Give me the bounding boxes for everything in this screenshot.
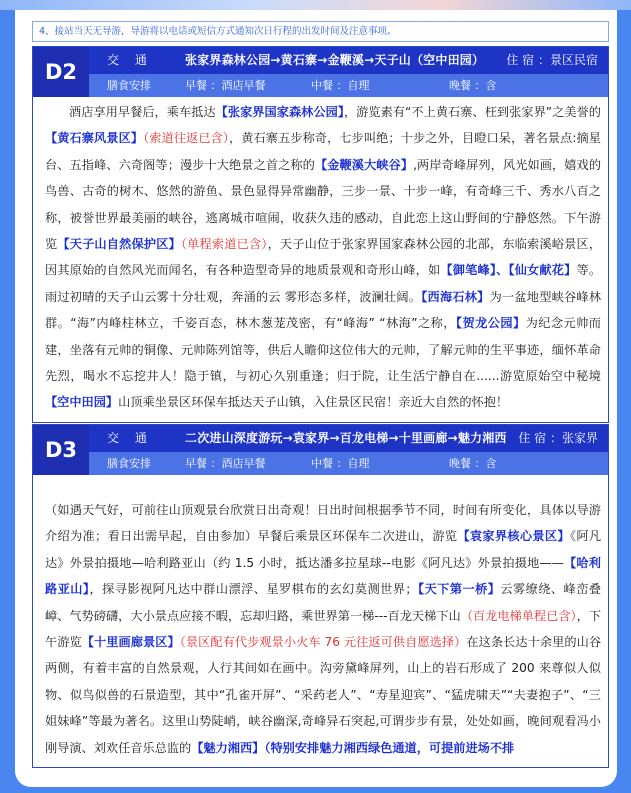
body-segment: ，天子山位于张家界国家森林公园的北部，东临索溪峪景区，因其原始的自然风光而闻名，有各种造型奇异的地质景观和奇形山峰，如: [45, 237, 602, 278]
lunch-text: 中餐 ：自理: [311, 79, 370, 92]
body-segment: ，探寻影视阿凡达中群山漂浮、星罗棋布的玄幻莫测世界；: [89, 582, 418, 597]
highlight-text: 【空中田园】: [45, 395, 119, 410]
route-text: 二次进山深度游玩→袁家界→百龙电梯→十里画廊→魅力湘西: [185, 431, 507, 445]
lunch-text: 中餐 ：自理: [311, 457, 370, 470]
day-section-d3: [32, 424, 609, 768]
stay-text: 住 宿 ：张家界: [518, 431, 598, 445]
meal-row: [89, 452, 608, 475]
body-segment: ,两岸奇峰屏列，风光如画，嬉戏的鸟兽、古奇的树木、悠然的游鱼、景色显得异常幽静，三步一景、十步一峰，有奇峰三千、秀水八百之称，被誉世界最美丽的峡谷，逃离城市喧闹，收获久违的感动，自此恋上这山野间的宁静悠然。下午游览: [45, 157, 602, 252]
highlight-text: 【御笔峰】、【仙女献花】: [440, 263, 577, 278]
highlight-text: （索道往返已含）: [143, 131, 230, 146]
highlight-text: 【天下第一桥】: [417, 582, 501, 597]
highlight-text: 【魅力湘西】（特别安排魅力湘西绿色通道，可提前进场不排: [191, 740, 515, 755]
highlight-text: 【西海石林】: [421, 289, 490, 304]
route-text: 张家界森林公园→黄石寨→金鞭溪→天子山（空中田园）: [185, 53, 485, 67]
notice-line: 4、接站当天无导游，导游将以电话或短信方式通知次日行程的出发时间及注意事项。: [32, 21, 609, 42]
transport-row: [89, 425, 608, 452]
transport-row: [89, 47, 608, 74]
body-segment: 为纪念元帅而建，坐落有元帅的铜像、元帅陈列馆等，供后人瞻仰这位伟大的元帅，了解元帅的生平事迹，缅怀革命先烈，喝水不忘挖井人！隐于镇，与初心久别重逢；归于院，让生活宁静自在......游览原始空中秘境: [45, 316, 601, 384]
day-header: [33, 425, 608, 475]
day-section-d2: [32, 46, 609, 423]
day-description: [45, 497, 601, 761]
body-segment: 等。雨过初晴的天子山云雾十分壮观，奔涌的云 雾形态多样，波澜壮阔。: [45, 263, 602, 304]
day-description: [45, 99, 601, 416]
highlight-text: （单程索道已含）: [180, 237, 268, 252]
stay-text: 住 宿 ：景区民宿: [506, 53, 598, 67]
body-segment: 酒店享用早餐后，乘车抵达: [69, 105, 216, 119]
breakfast-text: 早餐 ：酒店早餐: [185, 457, 266, 470]
dinner-text: 晚餐 ：含: [449, 457, 497, 470]
highlight-text: 【十里画廊景区】: [81, 635, 180, 650]
transport-label: 交 通: [107, 53, 153, 67]
dinner-text: 晚餐 ：含: [449, 79, 497, 92]
highlight-text: 【哈利路亚山】: [45, 555, 601, 597]
day-header: [33, 47, 608, 97]
body-segment: 为一盆地型峡谷峰林群。“海”内峰柱林立，千姿百态，林木葱茏茂密，有“峰海” “林海”之称，: [45, 289, 602, 331]
body-segment: ，游览素有“不上黄石寨、枉到张家界”之美誉的: [343, 105, 601, 119]
meal-label: 膳食安排: [107, 457, 151, 470]
highlight-text: 【贺龙公园】: [455, 316, 526, 331]
body-segment: 《阿凡达》外景拍摄地—哈利路亚山（约 1.5 小时，抵达潘多拉星球--电影《阿凡达》外景拍摄地——: [45, 529, 602, 570]
body-segment: （如遇天气好，可前往山顶观景台欣赏日出奇观！日出时间根据季节不同，时间有所变化，具体以导游介绍为准；看日出需早起，自由参加）早餐后乘景区环保车二次进山，游览: [45, 503, 601, 544]
top-decor-strip: [0, 0, 631, 10]
highlight-text: 【袁家界核心景区】: [457, 529, 570, 544]
breakfast-text: 早餐 ：酒店早餐: [185, 79, 266, 92]
day-badge: D3: [33, 425, 89, 475]
itinerary-card: [15, 10, 617, 787]
body-segment: ，下午游览: [45, 608, 602, 650]
highlight-text: 【黄石寨风景区】: [45, 131, 144, 146]
transport-label: 交 通: [107, 431, 153, 445]
highlight-text: （百龙电梯单程已含）: [460, 608, 577, 623]
body-segment: 在这条长达十余里的山谷两侧，有着丰富的自然景观，人行其间如在画中。沟旁黛峰屏列，山上的岩石形成了 200 来尊似人似物、似鸟似兽的石景造型，其中“孔雀开屏”、“采药老人”、“寿星迎宾”、“猛虎啸天”“夫妻抱子”、“三姐妹峰”等最为著名。这里山势陡峭，峡谷幽深,奇峰异石突起,可谓步步有景，处处如画，晚间观看冯小刚导演、刘欢任音乐总监的: [45, 635, 602, 755]
highlight-text: 【金鞭溪大峡谷】: [314, 157, 414, 172]
highlight-text: （景区配有代步观景小火车 76 元往返可供自愿选择）: [179, 635, 467, 650]
highlight-text: 【张家界国家森林公园】: [215, 105, 344, 119]
body-segment: 云雾缭绕、峰峦叠嶂、气势磅礴，大小景点应接不暇，忘却归路，乘世界第一梯---百龙天梯下山: [45, 582, 602, 623]
meal-label: 膳食安排: [107, 79, 151, 92]
highlight-text: 【天子山自然保护区】: [57, 237, 181, 252]
body-segment: 山顶乘坐景区环保车抵达天子山镇，入住景区民宿！亲近大自然的怀抱！: [118, 395, 509, 410]
body-segment: ，黄石寨五步称奇，七步叫绝；十步之外，目瞪口呆，著名景点:摘星台、五指峰、六奇阁等；漫步十大绝景之首之称的: [45, 131, 601, 172]
meal-row: [89, 74, 608, 97]
day-badge: D2: [33, 47, 89, 97]
